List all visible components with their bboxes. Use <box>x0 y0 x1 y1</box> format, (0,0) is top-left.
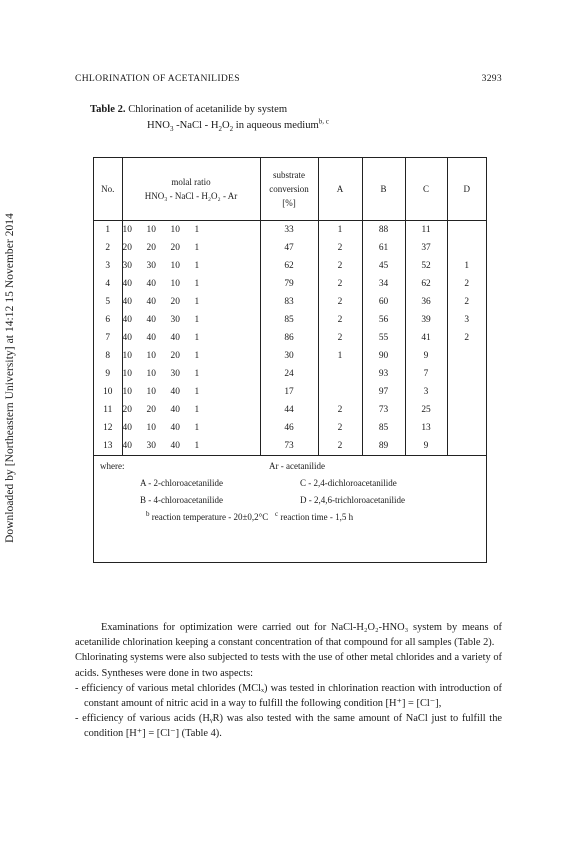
cell-hno3: 40 <box>122 297 132 307</box>
cell-h2o2: 40 <box>170 333 180 343</box>
cell-no: 12 <box>94 419 122 437</box>
cell-hno3: 10 <box>122 369 132 379</box>
cell-d: 1 <box>464 261 470 271</box>
cell-ar: 1 <box>194 225 200 235</box>
cell-a: 2 <box>318 401 362 419</box>
cell-d <box>447 401 486 419</box>
caption-line-2: $HNO_3$ -NaCl - $H_2O_2$ in aqueous medium$^{b, c}$ <box>147 117 329 134</box>
table-row <box>94 275 486 293</box>
cell-conversion: 85 <box>260 311 318 329</box>
cell-c: 36 <box>405 293 447 311</box>
cell-d: 3 <box>464 315 470 325</box>
cell-molal-ratio <box>122 311 260 329</box>
cell-nacl: 40 <box>146 297 156 307</box>
download-watermark <box>2 128 18 628</box>
table-row <box>94 257 486 275</box>
cell-conversion: 62 <box>260 257 318 275</box>
cell-b: 85 <box>362 419 405 437</box>
body-paragraph-2: Chlorinating systems were also subjected to tests with the use of other metal chlorides and a variety of acids. Syntheses were done in two aspects: <box>75 652 502 679</box>
table-header-row <box>94 158 486 221</box>
data-table-box <box>93 157 487 563</box>
download-watermark-text: Downloaded by [Northeastern University] at 14:12 15 November 2014 <box>4 213 16 543</box>
cell-h2o2: 20 <box>170 243 180 253</box>
caption-footnote-marks: b, c <box>318 117 329 126</box>
cell-conversion: 17 <box>260 383 318 401</box>
table-label: Table 2. <box>90 104 126 115</box>
cell-molal-ratio <box>122 383 260 401</box>
cell-b: 88 <box>362 221 405 240</box>
body-paragraph-1: Examinations for optimization were carried out for NaCl-H₂O₂-HNO₃ system by means of acetanilide chlorination keeping a constant concentration of that compound for all samples (Table 2). <box>75 622 502 649</box>
cell-molal-ratio <box>122 239 260 257</box>
cell-c: 9 <box>405 347 447 365</box>
cell-hno3: 30 <box>122 261 132 271</box>
table-body <box>94 221 486 456</box>
cell-d <box>447 239 486 257</box>
cell-h2o2: 10 <box>170 225 180 235</box>
cell-nacl: 30 <box>146 261 156 271</box>
legend-a: A - 2-chloroacetanilide <box>140 478 223 488</box>
cell-d: 2 <box>464 279 470 289</box>
cell-no: 7 <box>94 329 122 347</box>
cell-ar: 1 <box>194 441 200 451</box>
cell-molal-ratio <box>122 401 260 419</box>
cell-hno3: 40 <box>122 315 132 325</box>
legend-d: D - 2,4,6-trichloroacetanilide <box>300 495 405 505</box>
cell-a: 1 <box>318 347 362 365</box>
cell-conversion: 44 <box>260 401 318 419</box>
cell-b: 93 <box>362 365 405 383</box>
header-b: B <box>362 158 405 221</box>
cell-hno3: 40 <box>122 333 132 343</box>
legend-time: reaction time - 1,5 h <box>278 512 354 522</box>
cell-molal-ratio <box>122 275 260 293</box>
cell-d <box>447 347 486 365</box>
table-caption <box>90 102 329 134</box>
cell-d <box>447 419 486 437</box>
cell-ar: 1 <box>194 261 200 271</box>
cell-ar: 1 <box>194 351 200 361</box>
cell-hno3: 40 <box>122 279 132 289</box>
cell-hno3: 10 <box>122 351 132 361</box>
legend-conditions: $^b$ reaction temperature - 20±0,2°C $^c$ reaction time - 1,5 h <box>146 510 354 522</box>
table-row <box>94 437 486 456</box>
caption-line-1: Chlorination of acetanilide by system <box>128 104 288 115</box>
cell-c: 9 <box>405 437 447 456</box>
cell-c: 3 <box>405 383 447 401</box>
cell-nacl: 20 <box>146 405 156 415</box>
cell-conversion: 83 <box>260 293 318 311</box>
cell-molal-ratio <box>122 437 260 456</box>
cell-ar: 1 <box>194 369 200 379</box>
header-a: A <box>318 158 362 221</box>
cell-hno3: 20 <box>122 243 132 253</box>
cell-a: 2 <box>318 329 362 347</box>
cell-d: 2 <box>464 333 470 343</box>
body-list-item-1: - efficiency of various metal chlorides (MClₓ) was tested in chlorination reaction with introduction of constant amount of nitric acid in a way to fulfill the following condition [H⁺] = [Cl⁻], <box>75 682 502 710</box>
cell-h2o2: 20 <box>170 351 180 361</box>
cell-hno3: 40 <box>122 423 132 433</box>
cell-no: 2 <box>94 239 122 257</box>
cell-conversion: 73 <box>260 437 318 456</box>
cell-conversion: 47 <box>260 239 318 257</box>
cell-no: 9 <box>94 365 122 383</box>
cell-a: 1 <box>318 221 362 240</box>
chlorination-table <box>94 158 486 456</box>
cell-b: 61 <box>362 239 405 257</box>
cell-ar: 1 <box>194 243 200 253</box>
table-row <box>94 419 486 437</box>
cell-d: 2 <box>464 297 470 307</box>
cell-no: 8 <box>94 347 122 365</box>
cell-b: 55 <box>362 329 405 347</box>
cell-molal-ratio <box>122 221 260 240</box>
cell-ar: 1 <box>194 387 200 397</box>
cell-b: 45 <box>362 257 405 275</box>
page-number: 3293 <box>481 73 502 84</box>
cell-h2o2: 30 <box>170 369 180 379</box>
body-text <box>75 620 502 742</box>
table-row <box>94 365 486 383</box>
cell-nacl: 10 <box>146 387 156 397</box>
cell-a: 2 <box>318 257 362 275</box>
cell-d <box>447 221 486 240</box>
cell-nacl: 40 <box>146 333 156 343</box>
cell-c: 7 <box>405 365 447 383</box>
cell-ar: 1 <box>194 315 200 325</box>
cell-a: 2 <box>318 419 362 437</box>
cell-b: 34 <box>362 275 405 293</box>
header-no: No. <box>94 158 122 221</box>
cell-b: 90 <box>362 347 405 365</box>
cell-ar: 1 <box>194 423 200 433</box>
table-row <box>94 383 486 401</box>
legend-ar: Ar - acetanilide <box>269 461 325 471</box>
cell-molal-ratio <box>122 329 260 347</box>
cell-nacl: 10 <box>146 351 156 361</box>
cell-ar: 1 <box>194 279 200 289</box>
table-legend <box>94 456 486 526</box>
cell-h2o2: 40 <box>170 387 180 397</box>
cell-conversion: 24 <box>260 365 318 383</box>
cell-hno3: 10 <box>122 387 132 397</box>
cell-hno3: 20 <box>122 405 132 415</box>
cell-nacl: 10 <box>146 369 156 379</box>
table-row <box>94 221 486 240</box>
cell-no: 4 <box>94 275 122 293</box>
table-row <box>94 239 486 257</box>
cell-a: 2 <box>318 311 362 329</box>
header-d: D <box>447 158 486 221</box>
cell-b: 73 <box>362 401 405 419</box>
cell-a: 2 <box>318 239 362 257</box>
cell-c: 52 <box>405 257 447 275</box>
header-conversion: substrate conversion [%] <box>260 158 318 221</box>
cell-no: 3 <box>94 257 122 275</box>
legend-c: C - 2,4-dichloroacetanilide <box>300 478 397 488</box>
cell-molal-ratio <box>122 365 260 383</box>
legend-b: B - 4-chloroacetanilide <box>140 495 223 505</box>
cell-molal-ratio <box>122 257 260 275</box>
running-head <box>75 73 502 84</box>
cell-no: 10 <box>94 383 122 401</box>
cell-h2o2: 40 <box>170 423 180 433</box>
cell-h2o2: 10 <box>170 261 180 271</box>
cell-molal-ratio <box>122 347 260 365</box>
cell-conversion: 86 <box>260 329 318 347</box>
cell-nacl: 40 <box>146 315 156 325</box>
cell-c: 62 <box>405 275 447 293</box>
header-c: C <box>405 158 447 221</box>
cell-conversion: 33 <box>260 221 318 240</box>
cell-d <box>447 365 486 383</box>
cell-molal-ratio <box>122 419 260 437</box>
cell-molal-ratio <box>122 293 260 311</box>
table-row <box>94 347 486 365</box>
table-row <box>94 311 486 329</box>
cell-no: 11 <box>94 401 122 419</box>
cell-c: 25 <box>405 401 447 419</box>
cell-no: 1 <box>94 221 122 240</box>
running-head-title: CHLORINATION OF ACETANILIDES <box>75 73 240 84</box>
cell-ar: 1 <box>194 297 200 307</box>
cell-c: 11 <box>405 221 447 240</box>
legend-where: where: <box>100 461 125 471</box>
cell-b: 89 <box>362 437 405 456</box>
cell-nacl: 10 <box>146 225 156 235</box>
cell-nacl: 10 <box>146 423 156 433</box>
header-molal-ratio: molal ratio HNO₃ - NaCl - H₂O₂ - Ar <box>122 158 260 221</box>
cell-a: 2 <box>318 275 362 293</box>
cell-h2o2: 40 <box>170 441 180 451</box>
legend-temperature: reaction temperature - 20±0,2°C <box>149 512 269 522</box>
cell-d <box>447 383 486 401</box>
cell-nacl: 40 <box>146 279 156 289</box>
cell-b: 56 <box>362 311 405 329</box>
cell-a: 2 <box>318 293 362 311</box>
cell-nacl: 30 <box>146 441 156 451</box>
cell-d <box>447 437 486 456</box>
cell-c: 37 <box>405 239 447 257</box>
cell-conversion: 30 <box>260 347 318 365</box>
body-list-item-2: - efficiency of various acids (HᵧR) was also tested with the same amount of NaCl just to fulfill the condition [H⁺] = [Cl⁻] (Table 4). <box>75 713 502 740</box>
cell-no: 13 <box>94 437 122 456</box>
table-row <box>94 293 486 311</box>
cell-h2o2: 30 <box>170 315 180 325</box>
cell-a: 2 <box>318 437 362 456</box>
cell-c: 13 <box>405 419 447 437</box>
cell-ar: 1 <box>194 333 200 343</box>
table-row <box>94 329 486 347</box>
cell-hno3: 40 <box>122 441 132 451</box>
cell-conversion: 46 <box>260 419 318 437</box>
cell-conversion: 79 <box>260 275 318 293</box>
cell-h2o2: 40 <box>170 405 180 415</box>
cell-h2o2: 10 <box>170 279 180 289</box>
cell-a <box>318 383 362 401</box>
cell-no: 6 <box>94 311 122 329</box>
cell-c: 41 <box>405 329 447 347</box>
cell-b: 60 <box>362 293 405 311</box>
cell-hno3: 10 <box>122 225 132 235</box>
cell-h2o2: 20 <box>170 297 180 307</box>
cell-a <box>318 365 362 383</box>
cell-ar: 1 <box>194 405 200 415</box>
cell-c: 39 <box>405 311 447 329</box>
cell-nacl: 20 <box>146 243 156 253</box>
table-row <box>94 401 486 419</box>
cell-no: 5 <box>94 293 122 311</box>
cell-b: 97 <box>362 383 405 401</box>
